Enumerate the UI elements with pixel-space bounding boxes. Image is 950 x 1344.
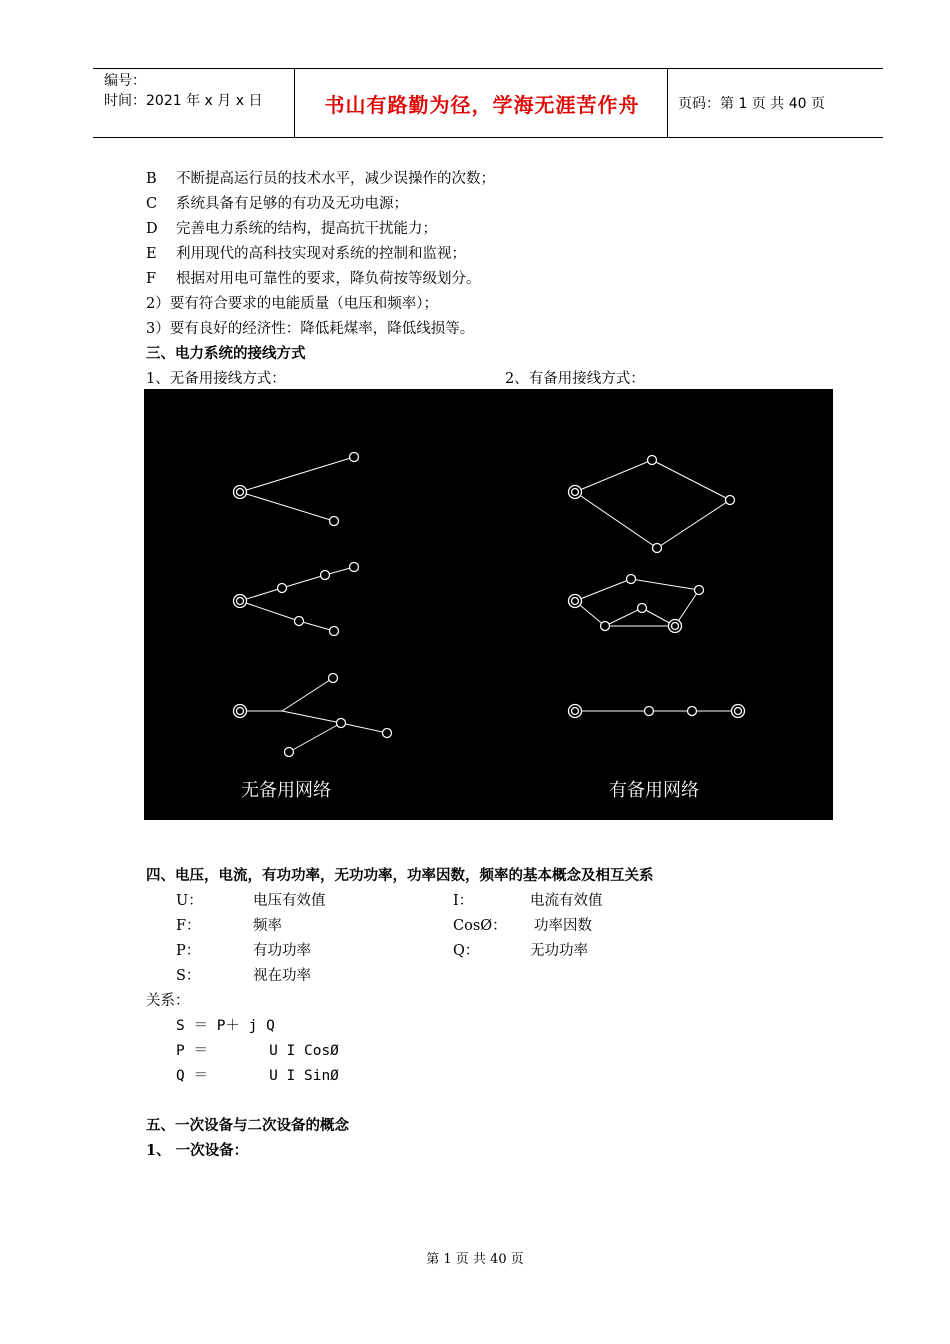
formula: P ＝ U I CosØ bbox=[176, 1043, 339, 1059]
def-desc: 频率 bbox=[253, 918, 282, 934]
network-diagram-svg bbox=[144, 389, 833, 820]
header-divider bbox=[294, 69, 295, 137]
def-desc: 功率因数 bbox=[534, 918, 592, 934]
section-5-title: 五、一次设备与二次设备的概念 bbox=[146, 1117, 349, 1134]
def-desc: 电压有效值 bbox=[253, 893, 326, 909]
relation-label: 关系： bbox=[146, 993, 190, 1009]
measure-item: D 完善电力系统的结构，提高抗干扰能力； bbox=[146, 221, 437, 237]
measure-item: E 利用现代的高科技实现对系统的控制和监视； bbox=[146, 246, 466, 262]
subheading-reserved: 2、有备用接线方式： bbox=[505, 371, 645, 387]
number-label: 编号： bbox=[104, 73, 146, 89]
def-symbol: Q： bbox=[453, 943, 480, 959]
header-page-info: 页码：第 1 页 共 40 页 bbox=[678, 96, 825, 112]
formula: S ＝ P＋ j Q bbox=[176, 1018, 275, 1034]
measure-item: F 根据对用电可靠性的要求，降负荷按等级划分。 bbox=[146, 271, 481, 287]
section-4-title: 四、电压，电流，有功功率，无功功率，功率因数，频率的基本概念及相互关系 bbox=[146, 867, 654, 884]
measure-item: B 不断提高运行员的技术水平，减少误操作的次数； bbox=[146, 171, 495, 187]
requirement-3: 3）要有良好的经济性：降低耗煤率，降低线损等。 bbox=[146, 321, 475, 337]
right-caption: 有备用网络 bbox=[609, 780, 699, 801]
section-3-title: 三、电力系统的接线方式 bbox=[146, 345, 306, 362]
def-symbol: I： bbox=[453, 893, 474, 909]
def-symbol: S： bbox=[176, 968, 201, 984]
header-divider bbox=[667, 69, 668, 137]
page-footer: 第 1 页 共 40 页 bbox=[426, 1252, 524, 1267]
def-desc: 无功功率 bbox=[530, 943, 588, 959]
network-diagram bbox=[144, 389, 833, 820]
page-header bbox=[93, 68, 883, 138]
def-desc: 有功功率 bbox=[253, 943, 311, 959]
def-symbol: F： bbox=[176, 918, 201, 934]
time-label: 时间：2021 年 x 月 x 日 bbox=[104, 93, 263, 109]
header-motto: 书山有路勤为径，学海无涯苦作舟 bbox=[324, 92, 640, 117]
subheading-unreserved: 1、无备用接线方式： bbox=[146, 371, 286, 387]
measure-item: C 系统具备有足够的有功及无功电源； bbox=[146, 196, 408, 212]
formula: Q ＝ U I SinØ bbox=[176, 1068, 339, 1084]
left-caption: 无备用网络 bbox=[241, 780, 331, 801]
subheading-primary-equipment: 1、 一次设备： bbox=[146, 1142, 249, 1159]
def-symbol: CosØ： bbox=[453, 918, 507, 934]
def-symbol: P： bbox=[176, 943, 201, 959]
header-info bbox=[104, 71, 262, 111]
requirement-2: 2）要有符合要求的电能质量（电压和频率）； bbox=[146, 296, 438, 312]
def-symbol: U： bbox=[176, 893, 203, 909]
def-desc: 视在功率 bbox=[253, 968, 311, 984]
def-desc: 电流有效值 bbox=[530, 893, 603, 909]
